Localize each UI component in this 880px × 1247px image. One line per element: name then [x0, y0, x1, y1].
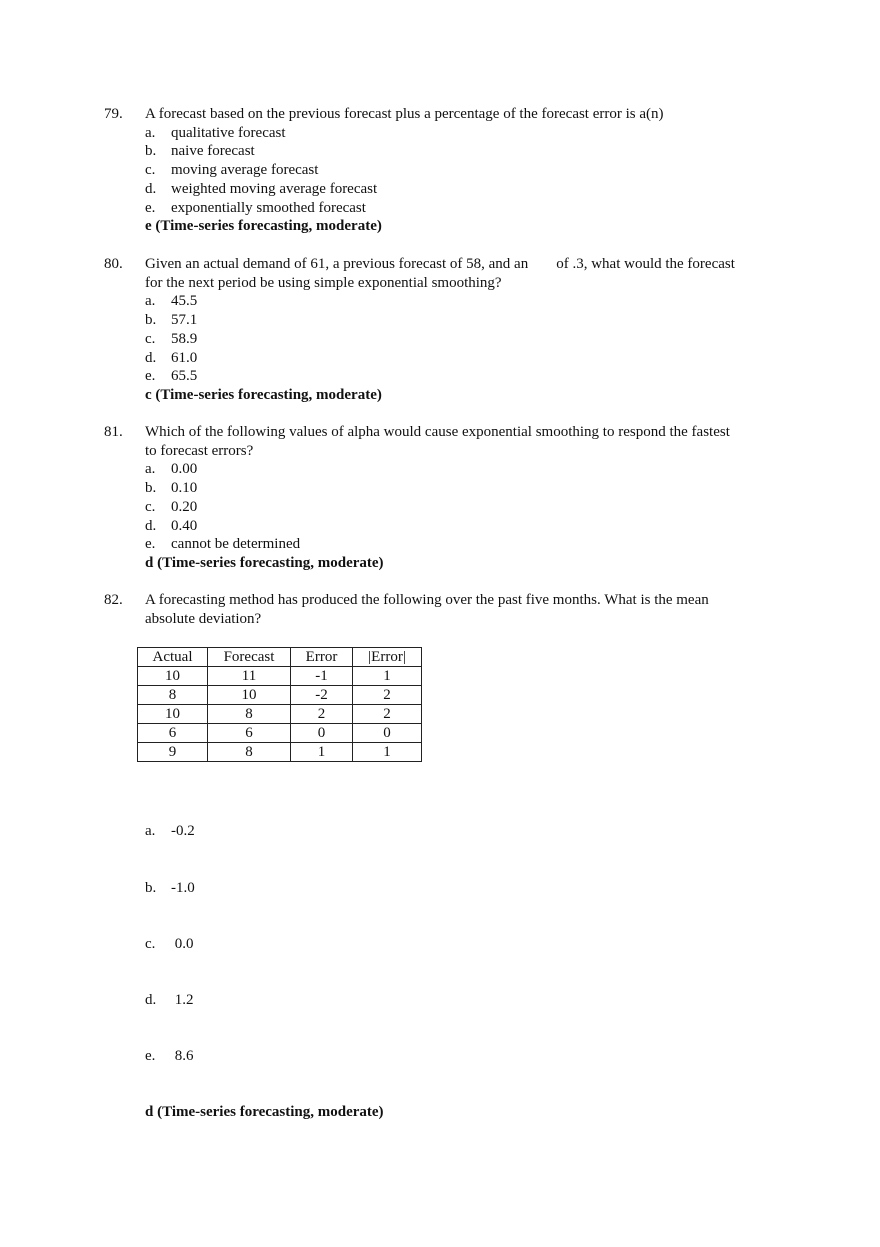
cell: 10 [138, 667, 208, 686]
cell: -2 [291, 686, 353, 705]
option-b: b. 57.1 [145, 312, 198, 329]
option-a: a. 0.00 [145, 461, 198, 478]
error-table [137, 647, 422, 762]
question-81 [104, 423, 784, 573]
header-forecast: Forecast [208, 648, 291, 667]
cell: -1 [291, 667, 353, 686]
question-text: A forecasting method has produced the following over the past five months. What is the mean [145, 592, 709, 608]
option-e: e. exponentially smoothed forecast [145, 199, 366, 216]
option-b: b. -1.0 [145, 879, 195, 896]
answer-key: c (Time-series forecasting, moderate) [145, 386, 382, 403]
table-row [138, 743, 422, 762]
question-number: 79. [104, 106, 123, 122]
cell: 8 [208, 743, 291, 762]
option-c: c. 58.9 [145, 330, 198, 347]
question-82 [104, 591, 784, 628]
question-text: to forecast errors? [145, 442, 254, 459]
option-c: c. moving average forecast [145, 162, 319, 179]
question-text: A forecast based on the previous forecast plus a percentage of the forecast error is a(n) [145, 106, 664, 122]
cell: 2 [291, 705, 353, 724]
cell: 2 [353, 705, 422, 724]
question-number: 80. [104, 256, 123, 272]
cell: 10 [138, 705, 208, 724]
cell: 9 [138, 743, 208, 762]
cell: 1 [353, 667, 422, 686]
cell: 0 [291, 724, 353, 743]
table-row [138, 724, 422, 743]
question-number: 81. [104, 424, 123, 440]
answer-key: d (Time-series forecasting, moderate) [145, 554, 384, 571]
header-abs-error: |Error| [353, 648, 422, 667]
option-a: a. -0.2 [145, 823, 195, 840]
answer-key: d (Time-series forecasting, moderate) [145, 1103, 384, 1120]
cell: 8 [208, 705, 291, 724]
table-header-row [138, 648, 422, 667]
question-80 [104, 255, 784, 405]
option-b: b. naive forecast [145, 143, 255, 160]
option-a: a. 45.5 [145, 293, 198, 310]
option-e: e. cannot be determined [145, 536, 301, 553]
question-82-options [104, 785, 784, 1159]
cell: 0 [353, 724, 422, 743]
option-d: d. 61.0 [145, 349, 198, 366]
option-b: b. 0.10 [145, 480, 198, 497]
cell: 10 [208, 686, 291, 705]
option-c: c. 0.20 [145, 498, 198, 515]
table-row [138, 705, 422, 724]
cell: 6 [208, 724, 291, 743]
cell: 6 [138, 724, 208, 743]
cell: 1 [291, 743, 353, 762]
cell: 1 [353, 743, 422, 762]
question-text: for the next period be using simple exponential smoothing? [145, 274, 502, 291]
cell: 8 [138, 686, 208, 705]
header-error: Error [291, 648, 353, 667]
cell: 2 [353, 686, 422, 705]
table-row [138, 686, 422, 705]
cell: 11 [208, 667, 291, 686]
question-number: 82. [104, 592, 123, 608]
option-c: c. 0.0 [145, 935, 194, 952]
answer-key: e (Time-series forecasting, moderate) [145, 218, 382, 235]
option-a: a. qualitative forecast [145, 124, 286, 141]
option-e: e. 8.6 [145, 1047, 194, 1064]
question-text: absolute deviation? [145, 610, 262, 627]
header-actual: Actual [138, 648, 208, 667]
table-row [138, 667, 422, 686]
option-d: d. 0.40 [145, 517, 198, 534]
question-79 [104, 105, 784, 236]
question-text: Given an actual demand of 61, a previous forecast of 58, and an of .3, what would the forecast [145, 256, 735, 272]
option-d: d. 1.2 [145, 991, 194, 1008]
option-d: d. weighted moving average forecast [145, 180, 378, 197]
option-e: e. 65.5 [145, 368, 198, 385]
question-text: Which of the following values of alpha would cause exponential smoothing to respond the fastest [145, 424, 730, 440]
